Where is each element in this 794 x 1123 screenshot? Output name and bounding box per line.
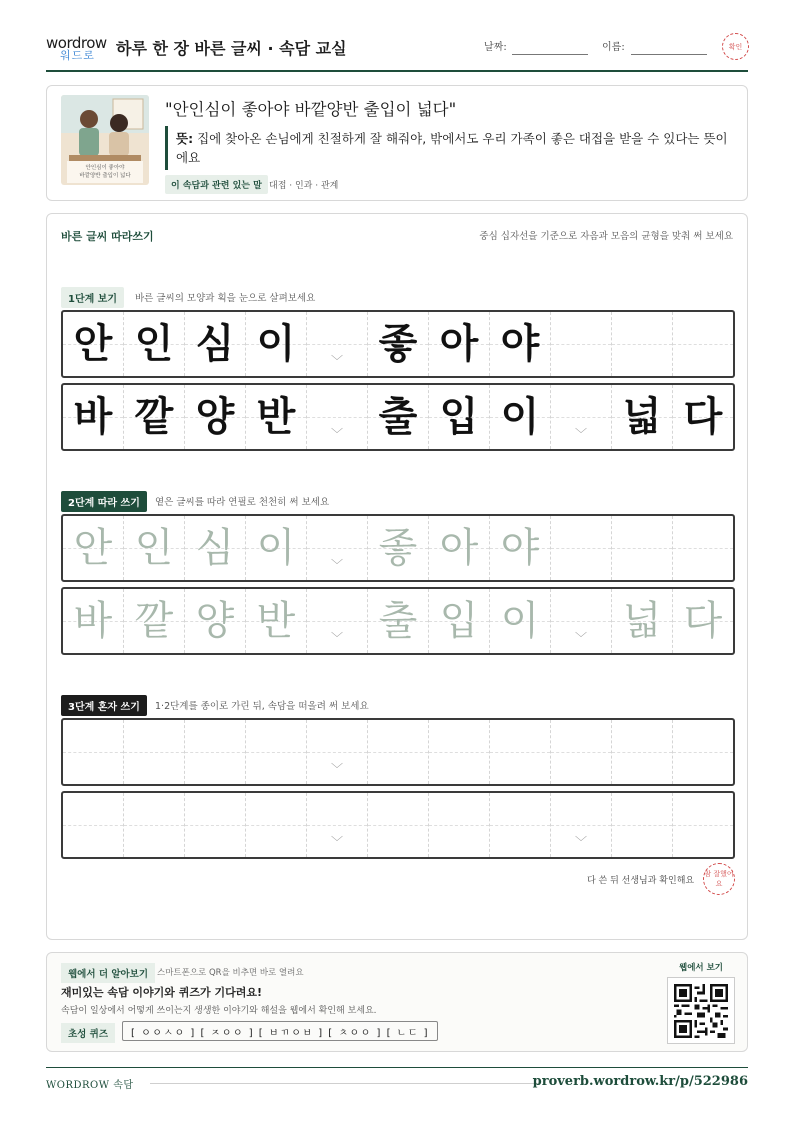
quiz-label: 초성 퀴즈	[61, 1023, 115, 1043]
writing-character: 인	[134, 525, 174, 571]
practice-title: 바른 글씨 따라쓰기	[61, 230, 154, 243]
space-mark-cell	[551, 385, 612, 449]
svg-text:바깥양반 출입이 넓다: 바깥양반 출입이 넓다	[79, 173, 131, 179]
step1-label: 1단계 보기	[61, 287, 124, 308]
qr-label: 웹에서 보기	[679, 963, 724, 973]
writing-character: 입	[439, 394, 479, 440]
writing-cell	[551, 312, 612, 376]
writing-character: 아	[439, 525, 479, 571]
web-title: 재미있는 속담 이야기와 퀴즈가 기다려요!	[61, 986, 262, 999]
web-promo-card	[46, 952, 748, 1052]
writing-character: 아	[439, 321, 479, 367]
writing-cell	[124, 385, 185, 449]
step3-row-1[interactable]	[61, 718, 735, 786]
step3-row-2[interactable]	[61, 791, 735, 859]
writing-character: 반	[256, 598, 296, 644]
writing-character: 심	[195, 525, 235, 571]
logo-text: wordrow	[46, 34, 107, 52]
writing-cell	[124, 793, 185, 857]
space-mark-cell	[307, 793, 368, 857]
writing-cell	[673, 516, 733, 580]
logo-korean: 워드로	[60, 49, 95, 62]
writing-cell	[368, 312, 429, 376]
writing-cell	[612, 516, 673, 580]
illustration-icon	[61, 95, 149, 185]
footer-divider	[46, 1067, 748, 1068]
writing-cell	[490, 312, 551, 376]
writing-cell	[429, 720, 490, 784]
related-words: 대접 · 인과 · 관계	[269, 181, 339, 191]
web-tag: 웹에서 더 알아보기	[61, 963, 155, 983]
writing-cell	[673, 720, 733, 784]
writing-cell	[490, 385, 551, 449]
space-mark-cell	[307, 589, 368, 653]
writing-cell	[673, 589, 733, 653]
writing-character: 심	[195, 321, 235, 367]
writing-cell	[246, 385, 307, 449]
writing-cell	[673, 312, 733, 376]
writing-cell	[490, 720, 551, 784]
writing-cell	[673, 385, 733, 449]
proverb-card	[46, 85, 748, 201]
writing-character: 넓	[622, 394, 662, 440]
writing-character: 이	[256, 321, 296, 367]
writing-cell	[673, 793, 733, 857]
writing-character: 좋	[378, 321, 418, 367]
web-qr-hint: 스마트폰으로 QR을 비추면 바로 열려요	[157, 968, 304, 978]
writing-cell	[429, 793, 490, 857]
wordrow-logo	[46, 34, 108, 64]
step1-description: 바른 글씨의 모양과 획을 눈으로 살펴보세요	[135, 293, 316, 304]
writing-character: 이	[256, 525, 296, 571]
writing-character: 안	[73, 321, 113, 367]
step2-row-2[interactable]	[61, 587, 735, 655]
proverb-meaning	[176, 129, 736, 167]
space-mark-cell	[307, 720, 368, 784]
writing-cell	[612, 385, 673, 449]
writing-cell	[246, 589, 307, 653]
step3-label: 3단계 혼자 쓰기	[61, 695, 147, 716]
writing-character: 야	[500, 525, 540, 571]
writing-character: 양	[195, 394, 235, 440]
proverb-illustration	[61, 95, 149, 185]
svg-text:안인심이 좋아야: 안인심이 좋아야	[85, 165, 125, 171]
meaning-accent-bar	[165, 126, 168, 170]
writing-cell	[368, 589, 429, 653]
writing-character: 야	[500, 321, 540, 367]
writing-character: 양	[195, 598, 235, 644]
related-label: 이 속담과 관련 있는 말	[165, 175, 268, 194]
writing-cell	[246, 516, 307, 580]
writing-character: 좋	[378, 525, 418, 571]
space-check-icon: ﹀	[330, 558, 344, 572]
practice-section	[46, 213, 748, 940]
writing-cell	[612, 589, 673, 653]
footer-url[interactable]: proverb.wordrow.kr/p/522986	[532, 1074, 748, 1089]
proverb-quote: "안인심이 좋아야 바깥양반 출입이 넓다"	[165, 100, 457, 119]
writing-cell	[368, 516, 429, 580]
writing-cell	[551, 516, 612, 580]
writing-character: 깥	[134, 598, 174, 644]
stamp-text: 확인	[728, 42, 743, 51]
writing-cell	[246, 312, 307, 376]
writing-cell	[63, 312, 124, 376]
good-job-stamp-icon	[703, 863, 735, 895]
writing-character: 다	[683, 598, 723, 644]
practice-description: 중심 십자선을 기준으로 자음과 모음의 균형을 맞춰 써 보세요	[479, 231, 733, 242]
space-check-icon: ﹀	[330, 762, 344, 776]
step1-row-2	[61, 383, 735, 451]
space-mark-cell	[307, 312, 368, 376]
writing-character: 넓	[622, 598, 662, 644]
writing-cell	[185, 385, 246, 449]
writing-cell	[124, 720, 185, 784]
web-description: 속담이 일상에서 어떻게 쓰이는지 생생한 이야기와 해설을 웹에서 확인해 보세요.	[61, 1006, 377, 1016]
writing-cell	[490, 589, 551, 653]
writing-cell	[124, 516, 185, 580]
space-mark-cell	[551, 793, 612, 857]
qr-code-icon	[674, 984, 728, 1038]
date-field[interactable]	[512, 54, 588, 55]
step3-description: 1·2단계를 종이로 가린 뒤, 속담을 떠올려 써 보세요	[155, 701, 369, 712]
page-title: 하루 한 장 바른 글씨 · 속담 교실	[116, 39, 347, 58]
step1-row-1	[61, 310, 735, 378]
check-stamp-icon	[722, 33, 749, 60]
writing-cell	[612, 720, 673, 784]
writing-cell	[490, 793, 551, 857]
writing-cell	[612, 793, 673, 857]
space-check-icon: ﹀	[574, 427, 588, 441]
writing-cell	[124, 589, 185, 653]
writing-cell	[185, 589, 246, 653]
writing-cell	[185, 516, 246, 580]
writing-cell	[612, 312, 673, 376]
writing-cell	[185, 793, 246, 857]
writing-character: 출	[378, 394, 418, 440]
space-check-icon: ﹀	[574, 631, 588, 645]
writing-cell	[368, 385, 429, 449]
writing-character: 입	[439, 598, 479, 644]
footer-brand: WORDROW 속담	[46, 1080, 134, 1091]
writing-character: 출	[378, 598, 418, 644]
writing-cell	[490, 516, 551, 580]
writing-character: 바	[73, 394, 113, 440]
space-check-icon: ﹀	[330, 427, 344, 441]
meaning-label: 뜻:	[176, 131, 194, 146]
writing-cell	[429, 516, 490, 580]
writing-cell	[429, 589, 490, 653]
writing-cell	[124, 312, 185, 376]
writing-character: 이	[500, 598, 540, 644]
writing-character: 이	[500, 394, 540, 440]
writing-cell	[429, 385, 490, 449]
writing-cell	[63, 720, 124, 784]
meaning-text: 집에 찾아온 손님에게 친절하게 잘 해줘야, 밖에서도 우리 가족이 좋은 대접을 받을 수 있다는 뜻이에요	[176, 131, 728, 165]
writing-cell	[185, 720, 246, 784]
page-header	[46, 30, 748, 72]
step2-description: 옅은 글씨를 따라 연필로 천천히 써 보세요	[155, 497, 330, 508]
writing-character: 안	[73, 525, 113, 571]
writing-cell	[551, 720, 612, 784]
name-field[interactable]	[631, 54, 707, 55]
footer-rule	[150, 1083, 538, 1084]
writing-cell	[368, 720, 429, 784]
writing-character: 깥	[134, 394, 174, 440]
date-label: 날짜:	[484, 42, 507, 53]
writing-cell	[63, 385, 124, 449]
writing-character: 바	[73, 598, 113, 644]
writing-cell	[63, 516, 124, 580]
writing-character: 인	[134, 321, 174, 367]
name-label: 이름:	[602, 42, 625, 53]
space-check-icon: ﹀	[330, 354, 344, 368]
space-mark-cell	[307, 516, 368, 580]
step2-label: 2단계 따라 쓰기	[61, 491, 147, 512]
space-mark-cell	[551, 589, 612, 653]
stamp-large-text: 참 잘했어요	[704, 870, 734, 888]
writing-cell	[63, 793, 124, 857]
writing-character: 다	[683, 394, 723, 440]
space-check-icon: ﹀	[330, 835, 344, 849]
writing-cell	[429, 312, 490, 376]
chosung-quiz: [ ㅇㅇㅅㅇ ] [ ㅈㅇㅇ ] [ ㅂㄲㅇㅂ ] [ ㅊㅇㅇ ] [ ㄴㄷ ]	[122, 1021, 438, 1041]
step2-row-1[interactable]	[61, 514, 735, 582]
writing-cell	[63, 589, 124, 653]
writing-cell	[185, 312, 246, 376]
writing-cell	[246, 720, 307, 784]
space-mark-cell	[307, 385, 368, 449]
qr-code[interactable]	[667, 977, 735, 1044]
teacher-check-note: 다 쓴 뒤 선생님과 확인해요	[587, 876, 695, 886]
writing-character: 반	[256, 394, 296, 440]
writing-cell	[246, 793, 307, 857]
space-check-icon: ﹀	[574, 835, 588, 849]
writing-cell	[368, 793, 429, 857]
space-check-icon: ﹀	[330, 631, 344, 645]
